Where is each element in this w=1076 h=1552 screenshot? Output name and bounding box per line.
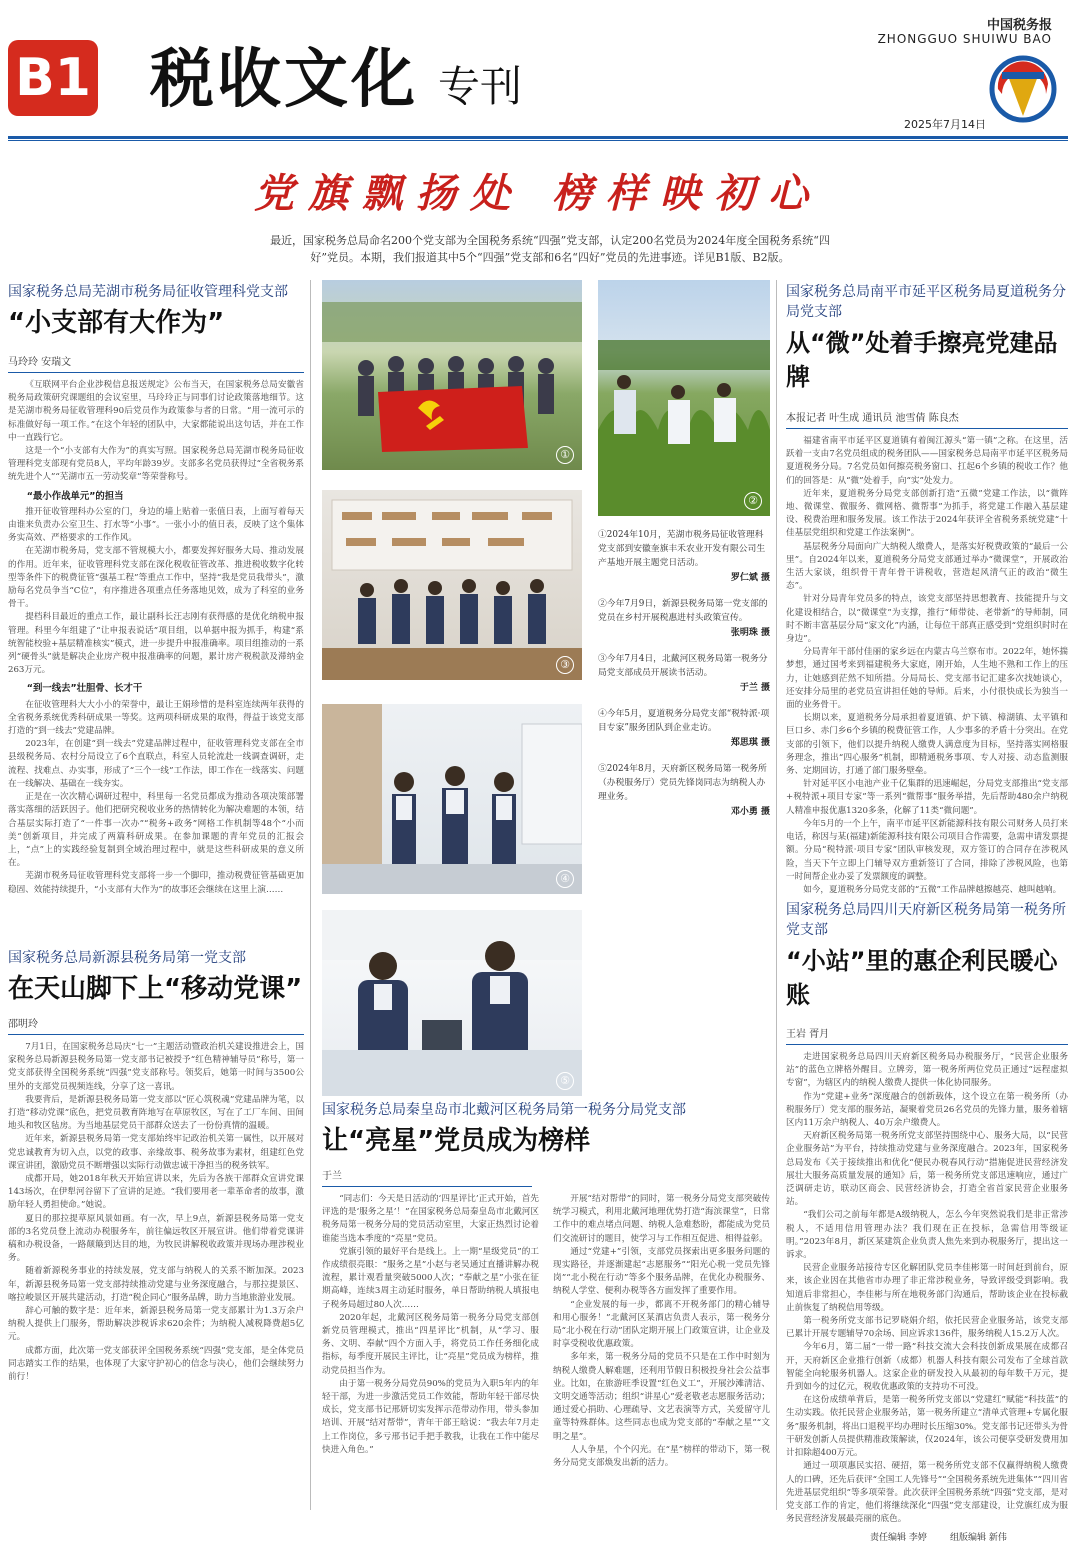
paragraph: 长期以来，夏道税务分局承担着夏道镇、炉下镇、樟湖镇、太平镇和巨口乡、赤门乡6个乡镇的税费征管工作，人少事多的矛盾十分突出。在党支部的引领下，他们以提升纳税人缴费人满意度为目标，坚持落实网格服务理念，推出“四心服务”机制，即精通税务事项、专人对接、动态监测服务、定期回访，打通了部门服务壁垒。 xyxy=(786,713,1068,777)
paragraph: 近年来，新源县税务局第一党支部始终牢记政治机关第一属性，以开展对党忠诚教育为切入点，以党的政事、亲缘故事、税务故事为素材，组建红色党课宣讲团，激励党员不断增强以实际行动做忠诚干净担当的税务铁军。 xyxy=(8,1134,304,1171)
section-heading: “到一线去”壮胆骨、长才干 xyxy=(26,683,143,695)
article-beidaihe xyxy=(322,1100,770,1549)
paragraph: 福建省南平市延平区夏道镇有着闽江源头“第一镇”之称。在这里，活跃着一支由7名党员组成的税务团队——国家税务总局南平市延平区税务局夏道税务分局。7名党员如何擦亮税务窗口、扛起6个乡镇的税收工作？他们的回答是：从“微”处着手，向“实”处发力。 xyxy=(786,436,1068,486)
photo-2 xyxy=(598,280,770,516)
paragraph: 作为“党建+业务”深度融合的创新载体，这个设立在第一税务所（办税服务厅）党支部的服务站，凝聚着党员26名党员的先锋力量，服务着辖区内11万余户纳税人、40万余户缴费人。 xyxy=(786,1091,1068,1129)
article-byline: 马玲玲 安瑞文 xyxy=(8,356,304,373)
paragraph: 在征收管理科大大小小的荣誉中，最让王娟珍惜的是科室连续两年获得的全省税务系统优秀科研成果一等奖。这两项科研成果的取得，得益于该党支部打造的“到一线去”党建品牌。 xyxy=(8,699,304,737)
paragraph: 如今，夏道税务分局党支部的“五微”工作品牌越擦越亮、越叫越响。 xyxy=(803,884,1062,895)
caption-block xyxy=(598,597,770,638)
section-subtitle: 专刊 xyxy=(438,62,523,111)
paragraph: 推开征收管理科办公室的门，身边的墙上贴着一张值日表，上面写着每天由谁来负责办公室卫生、打水等“小事”。一张小小的值日表，反映了这个集体务实高效、严格要求的工作作风。 xyxy=(8,506,304,544)
paragraph: 开展“结对帮带”的同时，第一税务分局党支部突破传统学习模式，利用北戴河地理优势打造“海滨课堂”，日常工作中的难点堵点问题、纳税人急难愁盼，都能成为党员们交流研讨的题目，使学习与工作相互促进、相得益彰。 xyxy=(553,1194,770,1244)
photo-4-scene xyxy=(322,704,582,894)
paragraph: 针对分局青年党员多的特点，该党支部坚持思想教育、技能提升与文化建设相结合，以“微课堂”为支撑，推行“师带徒、老带新”的导师制，同时不断丰富基层分局“家文化”内涵，让每位干部真正感受到“党组织时时在身边”。 xyxy=(786,594,1068,645)
section-title: 税收文化 xyxy=(150,43,418,117)
photo-1-scene xyxy=(322,280,582,470)
article-byline: 本报记者 叶生成 通讯员 池雪倩 陈良杰 xyxy=(786,412,1068,429)
photo-5 xyxy=(322,910,582,1096)
caption-block xyxy=(598,762,770,817)
photo-number: ④ xyxy=(556,870,574,888)
article-kicker: 国家税务总局新源县税务局第一党支部 xyxy=(8,950,246,966)
column-rule xyxy=(310,280,311,1510)
photo-credit: 张明珠 摄 xyxy=(730,628,770,638)
paragraph: 近年来，夏道税务分局党支部创新打造“五微”党建工作法，以“微阵地、微课堂、微服务、微网格、微帮事”为抓手，将党建工作融入基层建设、税费治理和服务发展。该工作法于2024年获评全省税务系统党建“十佳基层党组织和党建工作法案例”。 xyxy=(786,488,1068,539)
article-kicker: 国家税务总局芜湖市税务局征收管理科党支部 xyxy=(8,284,288,300)
paragraph: 《互联网平台企业涉税信息报送规定》公布当天，在国家税务总局安徽省税务局政策研究课题组的会议室里，马玲玲正与同事们讨论政策落地细节。这是芜湖市税务局征收管理科90后党员作为政策参与者的日常。“用一流可示的标准做好每一项工作。”在这个年轻的团队中，大家都能说出这句话，并在工作中一直践行它。 xyxy=(8,380,304,443)
photo-2-scene xyxy=(598,280,770,516)
paragraph: 在这份成绩单背后，是第一税务所党支部以“党建红”赋能“科技蓝”的生动实践。依托民营企业服务站，第一税务所建立“清单式管理+专属化服务”服务机制，将出口退税平均办理时长压缩30%。党支部书记还带头为骨干研发创新人员提供精准政策解读，仅2024年，该公司便享受研发费用加计扣除超400万元。 xyxy=(786,1395,1068,1459)
article-body xyxy=(786,435,1068,925)
paragraph: 天府新区税务局第一税务所党支部坚持围绕中心、服务大局，以“民营企业服务站”为平台，持续推动党建与业务深度融合。2023年，国家税务总局发布《关于接续推出和优化“便民办税春风行动”措施促进民营经济发展壮大服务高质量发展的通知》后，第一税务所党支部迅速响应，通过广泛调研走访，联动区商会、民营经济协会，打造全省首家民营企业服务站。 xyxy=(786,1131,1068,1208)
issue-date: 2025年7月14日 xyxy=(904,118,986,131)
photo-caption: ④今年5月，夏道税务分局党支部“税特派·项目专家”服务团队到企业走访。 xyxy=(598,709,770,733)
photo-number: ⑤ xyxy=(556,1072,574,1090)
paragraph: 今年5月的一个上午，南平市延平区新能源科技有限公司财务人员打来电话，称因与某(福建)新能源科技有限公司项目合作需要，急需申请发票提额。分局“税特派·项目专家”团队审核发现，双方签订的合同存在涉税风险，当天下午立即上门辅导双方重新签订了合同，排除了涉税风险，也第一时间帮企业办妥了发票额度的调整。 xyxy=(786,818,1068,882)
paragraph: 提档科目最近的重点工作，最让副科长汪志刚有获得感的是优化纳税申报管理。科里今年组建了“让申报表说话”项目组，以单据申报为抓手，构建“系统智能校验+基层精准核实”模式，进一步提升申报准确率。项目组推动的一系列“硬骨头”就是解决企业房产税申报准确率的问题，累计房产税税款及滞纳金263万元。 xyxy=(8,612,304,676)
paragraph: 今年6月，第二届“一带一路”科技交流大会科技创新成果展在成都召开，天府新区企业推行创新（成都）机器人科技有限公司发布了全球首款智能全向轮服务机器人。这家企业的研发投入从最初的每年数千万元，提升到如今的过亿元，税收优惠政策的支持功不可没。 xyxy=(786,1342,1068,1393)
paragraph: 分局青年干部付佳丽的家乡远在内蒙古乌兰察布市。2022年，她怀揣梦想，通过国考来到福建税务大家庭，刚开始，人生地不熟和工作上的压力，让她感到茫然不知所措。分局局长、党支部书记汇建多次找她谈心，还安排分局里的老党员宣讲担任她的导师。后来，小付很快成长为独当一面的业务骨干。 xyxy=(786,647,1068,711)
feature-intro: 最近，国家税务总局命名200个党支部为全国税务系统“四强”党支部，认定200名党员为2024年度全国税务系统“四好”党员。本期，我们报道其中5个“四强”党支部和6名“四好”党员的先进事迹。详见B1版、B2版。 xyxy=(270,234,830,264)
feature-banner-title: 党旗飘扬处 榜样映初心 xyxy=(254,170,822,217)
paragraph: 第一税务所党支部书记罗晓娟介绍，依托民营企业服务站，该党支部已累计开展专题辅导70余场、回应诉求136件，服务纳税人15.2万人次。 xyxy=(786,1316,1068,1340)
paragraph: 针对延平区小电池产业千亿集群的迅速崛起，分局党支部推出“党支部+税特派+项目专家”等一系列“微帮事”服务举措，先后帮助480余户纳税人精准申报优惠1320多条，化解了11类“微问题”。 xyxy=(786,779,1068,816)
photo-4 xyxy=(322,704,582,894)
photo-caption: ③今年7月4日，北戴河区税务局第一税务分局党支部成员开展读书活动。 xyxy=(598,654,768,678)
paragraph: 2023年，在创建“到一线去”党建品牌过程中，征收管理科党支部在全市县级税务局、农村分局设立了6个直联点，科室人员轮流赴一线调查调研，走流程、找难点、办实事，形成了“三个一线”工作法，即工作在一线落实、问题在一线解决、基础在一线夯实。 xyxy=(8,739,304,789)
masthead-rule xyxy=(8,136,1068,139)
paper-name-en: ZHONGGUO SHUIWU BAO xyxy=(877,32,1052,46)
caption-block xyxy=(598,652,770,693)
article-kicker: 国家税务总局南平市延平区税务局夏道税务分局党支部 xyxy=(786,284,1066,320)
paragraph: 多年来，第一税务分局的党员不只是在工作中时刻为纳税人缴费人解难题，还利用节假日积极投身社会公益事业。比如，在旅游旺季设置“红色义工”，开展沙滩清洁、文明交通等活动；组织“讲星心”爱老敬老志愿服务活动；通过爱心捐助、心理疏导、文艺表演等方式，关爱留守儿童等特殊群体。这些同志也成为党支部的“奉献之星”“文明之星”。 xyxy=(553,1352,770,1442)
paragraph: 2020年起，北戴河区税务局第一税务分局党支部创新党员管理模式，推出“四星评比”机制，从“学习、服务、文明、奉献”四个方面入手，将党员工作任务细化成指标，每季度开展民主评比，让“亮星”党员成为榜样，推动党员担当作为。 xyxy=(322,1312,539,1376)
photo-number: ② xyxy=(744,492,762,510)
paragraph: 由于第一税务分局党员90%的党员为入职5年内的年轻干部，为进一步激活党员工作效能，帮助年轻干部尽快成长，党支部书记邢妍切实发挥示范带动作用，带头参加培训、开展“结对帮带”，青年干部王晗说：“我去年7月走上工作岗位，多亏邢书记手把手教我，让我在工作中能尽快进入角色。” xyxy=(322,1378,539,1455)
article-body xyxy=(8,1041,304,1552)
paragraph: 成都开局，她2018年秋天开始宣讲以来，先后为各族干部群众宣讲党课143场次，在伊犁河谷留下了宣讲的足迹。“我们要用老一辈革命者的故事，激励年轻人勇担使命。”她说。 xyxy=(8,1174,304,1211)
paragraph: 基层税务分局面向广大纳税人缴费人，是落实好税费政策的“最后一公里”。自2024年以来，夏道税务分局党支部通过举办“微课堂”，开展政治生活大家谈，组织骨干青年骨干讲税收，营造起风清气正的政治“微生态”。 xyxy=(786,541,1068,592)
paragraph: 在芜湖市税务局，党支部不管规模大小，都要发挥好服务大局、推动发展的作用。近年来，征收管理科党支部在深化税收征管改革、推进税收数字化转型等条件下的税费征管“强基工程”等重点工作中，坚持“我是党员我带头”，激励每名党员争当“C位”，有序推进各项重点任务落地见效，成为了科室的业务骨干。 xyxy=(8,546,304,610)
photo-caption: ①2024年10月，芜湖市税务局征收管理科党支部到安徽奎旗丰禾农业开发有限公司生产基地开展主题党日活动。 xyxy=(598,530,766,568)
article-headline: 从“微”处着手擦亮党建品牌 xyxy=(786,329,1058,391)
photo-number: ① xyxy=(556,446,574,464)
photo-caption: ⑤2024年8月，天府新区税务局第一税务所（办税服务厅）党员先锋岗同志为纳税人办理业务。 xyxy=(598,764,767,802)
paragraph: 我要背后，是新源县税务局第一党支部以“匠心筑税魂”党建品牌为笔，以打造“移动党课”底色，把党员教育阵地写在草原牧区，写在了工厂车间、田间地头和牧区毡房。为当地基层党员干部群众送去了一份份真情的温暖。 xyxy=(8,1094,304,1132)
paragraph: “同志们：今天是日活动的‘四星评比’正式开始，首先评选的是‘服务之星’！”在国家税务总局秦皇岛市北戴河区税务局第一税务分局的党员活动室里，大家正热烈讨论着谁能当选本季度的“亮星”党员。 xyxy=(322,1194,539,1244)
photo-5-scene xyxy=(322,910,582,1096)
article-byline: 王岩 胥月 xyxy=(786,1028,1068,1045)
article-kicker: 国家税务总局秦皇岛市北戴河区税务局第一税务分局党支部 xyxy=(322,1102,686,1118)
caption-block xyxy=(598,528,770,583)
photo-credit: 罗仁斌 摄 xyxy=(730,573,770,583)
paragraph: 夏日的那拉提草原风景如画。有一次，早上9点，新源县税务局第一党支部的3名党员登上流动办税服务车，前往偏远牧区开展宣讲。他们带着党课讲稿和办税设备，一路颠簸到达目的地，为牧民讲解税收政策并现场办理涉税业务。 xyxy=(8,1213,304,1264)
article-body xyxy=(786,1051,1068,1549)
paragraph: 辞心可触的数字是：近年来，新源县税务局第一党支部累计为1.3万余户纳税人提供上门服务，帮助解决涉税诉求620余件；为纳税人减税降费超5亿元。 xyxy=(8,1306,304,1343)
photo-3 xyxy=(322,490,582,680)
article-headline: 在天山脚下上“移动党课” xyxy=(8,974,303,1004)
paragraph: 随着新源税务事业的持续发展，党支部与纳税人的关系不断加深。2023年，新源县税务局第一党支部持续推动党建与业务深度融合，与那拉提景区、喀拉峻景区开展共建活动，打造“税企同心”服务品牌，助力当地旅游业发展。 xyxy=(8,1266,304,1303)
photo-caption: ②今年7月9日，新源县税务局第一党支部的党员在乡村开展税惠进村头政策宣传。 xyxy=(598,599,768,623)
caption-block xyxy=(598,707,770,748)
footer-editor: 责任编辑 李婷 xyxy=(870,1533,927,1543)
column-rule xyxy=(776,280,777,1510)
article-body xyxy=(322,1193,770,1549)
tax-logo-icon xyxy=(988,54,1058,124)
photo-number: ③ xyxy=(556,656,574,674)
article-xiadao xyxy=(786,282,1068,925)
paragraph: 正是在一次次精心调研过程中，科里每一名党员都成为推动各项决策部署落实落细的活跃因子。他们把研究税收业务的热情转化为解决难题的本领，结合基层实际打造了“一件事一次办”“税务+政务”网格工作机制等48个“小而美”创新项目，并完成了两篇科研成果。在参加课题的青年党员的汇报会上，“点”上的实践经验复制到全域治理过程中，就是这些科研成果的意义所在。 xyxy=(8,792,304,869)
section-heading: “最小作战单元”的担当 xyxy=(26,490,124,502)
article-headline: “小站”里的惠企利民暖心账 xyxy=(786,947,1058,1009)
footer-designer: 组版编辑 新伟 xyxy=(950,1533,1007,1543)
paragraph: “企业发展的每一步，都离不开税务部门的精心辅导和用心服务！”北戴河区某酒店负责人表示，第一税务分局“北小税在行动”团队定期开展上门政策宣讲，让企业及时享受税收优惠政策。 xyxy=(553,1299,770,1350)
page-code-badge: B1 xyxy=(8,40,98,116)
article-body xyxy=(8,379,304,931)
paragraph: 通过一项项惠民实招、硬招，第一税务所党支部不仅赢得纳税人缴费人的口碑，还先后获评“全国工人先锋号”“全国税务系统先进集体”“四川省先进基层党组织”等多项荣誉。此次获评全国税务系统“四强”党支部，是对党支部工作的肯定，他们将继续深化“四强”党支部建设，让党旗红成为服务民营经济发展最亮丽的底色。 xyxy=(786,1461,1068,1525)
paragraph: 7月1日，在国家税务总局庆“七一”主题活动暨政治机关建设推进会上，国家税务总局新源县税务局第一党支部书记被授予“红色精神辅导员”称号，第一党支部获得全国税务系统“四强”党支部称号。领奖后，她第一时间与3500公里外的支部党员视频连线，分享了这一喜讯。 xyxy=(8,1042,304,1092)
paragraph: 芜湖市税务局征收管理科党支部将一步一个脚印，推动税费征管基础更加稳固、效能持续提升，“小支部有大作为”的故事还会继续在这里上演…… xyxy=(8,871,304,895)
photo-3-scene xyxy=(322,490,582,680)
article-headline: “小支部有大作为” xyxy=(8,308,225,338)
photo-credit: 邓小勇 摄 xyxy=(730,807,770,817)
photo-credit: 郑思琪 摄 xyxy=(730,738,770,748)
paragraph: 这是一个“小支部有大作为”的真实写照。国家税务总局芜湖市税务局征收管理科党支部现有党员8人，平均年龄39岁。支部多名党员获得过“全省税务系统先进个人”“芜湖市五一劳动奖章”等荣誉称号。 xyxy=(8,446,304,483)
article-kicker: 国家税务总局四川天府新区税务局第一税务所党支部 xyxy=(786,902,1066,938)
article-wuhu xyxy=(8,282,304,931)
paragraph: 党旗引领的最好平台是线上。上一期“星级党员”的工作成绩很亮眼：“服务之星”小赵与老吴通过直播讲解办税流程，累计观看量突破5000人次；“奉献之星”小张在征期高峰，连续3周主动延时服务，单日帮助纳税人填报电子税务局超过80人次…… xyxy=(322,1246,539,1310)
paragraph: 人人争星，个个闪光。在“星”榜样的带动下，第一税务分局党支部焕发出新的活力。 xyxy=(553,1444,770,1469)
article-headline: 让“亮星”党员成为榜样 xyxy=(322,1126,591,1156)
article-byline: 于兰 xyxy=(322,1170,532,1187)
photo-credit: 于兰 摄 xyxy=(739,683,770,693)
paragraph: 走进国家税务总局四川天府新区税务局办税服务厅，“民营企业服务站”的蓝色立牌格外醒目。立牌旁，第一税务所两位党员正通过“远程虚拟专窗”，为辖区内的纳税人缴费人提供一体化协同服务。 xyxy=(786,1052,1068,1089)
paragraph: 成都方面，此次第一党支部获评全国税务系统“四强”党支部，是全体党员同志踏实工作的结果，也体现了大家守护初心的信念与决心，他们会继续努力前行！ xyxy=(8,1345,304,1383)
photo-1 xyxy=(322,280,582,470)
paper-name: 中国税务报 xyxy=(986,18,1052,33)
paragraph: 民营企业服务站接待专区化解团队党员李佳彬第一时间赶到前台，原来，该企业因在其他省市办理了非正常涉税业务，导致评级受到影响。我知道后非常担心，李佳彬与所在地税务部门沟通后，帮助该企业在投标截止前恢复了纳税信用等级。 xyxy=(786,1263,1068,1313)
article-xinyuan xyxy=(8,948,304,1552)
masthead-rule-thin xyxy=(8,140,1068,141)
paragraph: “我们公司之前每年都是A级纳税人，怎么今年突然说我们是非正常涉税人，不适用信用管理办法？我们现在正在投标，急需信用等级证明。”2023年8月，新区某建筑企业负责人焦先来到办税服务厅，提出这一诉求。 xyxy=(786,1210,1068,1261)
article-tianfu xyxy=(786,900,1068,1549)
paragraph: 通过“党建+”引领，支部党员探索出更多服务问题的现实路径，并逐渐建起“志愿服务”“阳光心税一党员先锋岗”“北小税在行动”等多个服务品牌，在优化办税服务、纳税人学堂、便利办税等各方面发挥了重要作用。 xyxy=(553,1246,770,1297)
article-byline: 邵明玲 xyxy=(8,1018,304,1035)
photo-captions xyxy=(598,528,770,817)
